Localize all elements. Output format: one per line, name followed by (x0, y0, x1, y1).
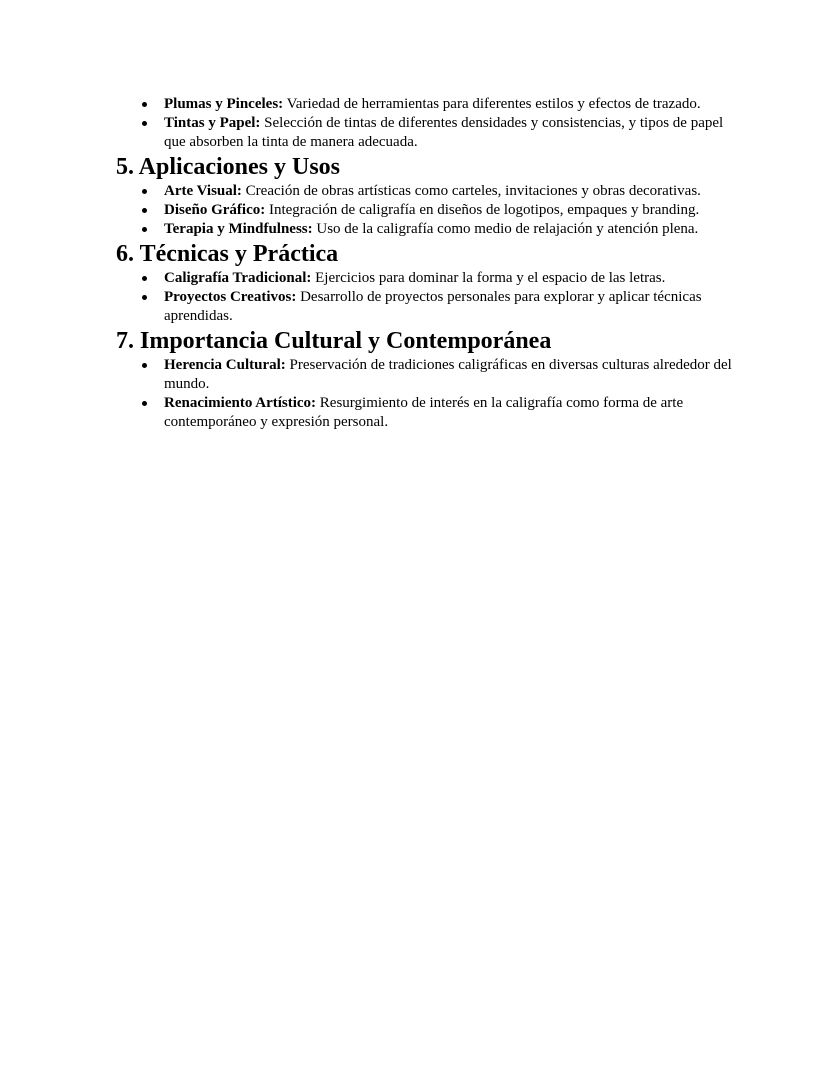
item-term: Diseño Gráfico: (164, 202, 266, 218)
item-term: Plumas y Pinceles: (164, 96, 284, 112)
item-text: Variedad de herramientas para diferentes estilos y efectos de trazado. (283, 96, 701, 112)
item-term: Proyectos Creativos: (164, 289, 297, 305)
list-item (164, 394, 736, 432)
item-term: Terapia y Mindfulness: (164, 221, 313, 237)
item-term: Tintas y Papel: (164, 115, 261, 131)
list-item (164, 114, 736, 152)
list-item (164, 356, 736, 394)
item-term: Renacimiento Artístico: (164, 395, 317, 411)
list-item (164, 201, 736, 220)
list-item (164, 182, 736, 201)
item-term: Caligrafía Tradicional: (164, 270, 312, 286)
list-item (164, 220, 736, 239)
list-item (164, 95, 736, 114)
section-7-list (116, 356, 736, 432)
item-text: Resurgimiento de interés en la caligrafía como forma de arte contemporáneo y expresión personal. (164, 395, 684, 430)
intro-list (116, 95, 736, 152)
section-6-list (116, 269, 736, 326)
list-item (164, 288, 736, 326)
section-5-list (116, 182, 736, 239)
section-heading-7: 7. Importancia Cultural y Contemporánea (116, 328, 552, 354)
section-heading-5: 5. Aplicaciones y Usos (116, 154, 341, 180)
item-text: Ejercicios para dominar la forma y el espacio de las letras. (311, 270, 666, 286)
item-text: Desarrollo de proyectos personales para explorar y aplicar técnicas aprendidas. (164, 289, 702, 324)
item-text: Uso de la caligrafía como medio de relajación y atención plena. (312, 221, 699, 237)
item-text: Selección de tintas de diferentes densidades y consistencias, y tipos de papel que absorben la tinta de manera adecuada. (164, 115, 724, 150)
item-text: Creación de obras artísticas como carteles, invitaciones y obras decorativas. (241, 183, 701, 199)
document-content (116, 95, 736, 432)
item-text: Integración de caligrafía en diseños de logotipos, empaques y branding. (265, 202, 700, 218)
item-term: Arte Visual: (164, 183, 242, 199)
list-item (164, 269, 736, 288)
item-term: Herencia Cultural: (164, 357, 286, 373)
section-heading-6: 6. Técnicas y Práctica (116, 241, 339, 267)
item-text: Preservación de tradiciones caligráficas en diversas culturas alrededor del mundo. (164, 357, 732, 392)
